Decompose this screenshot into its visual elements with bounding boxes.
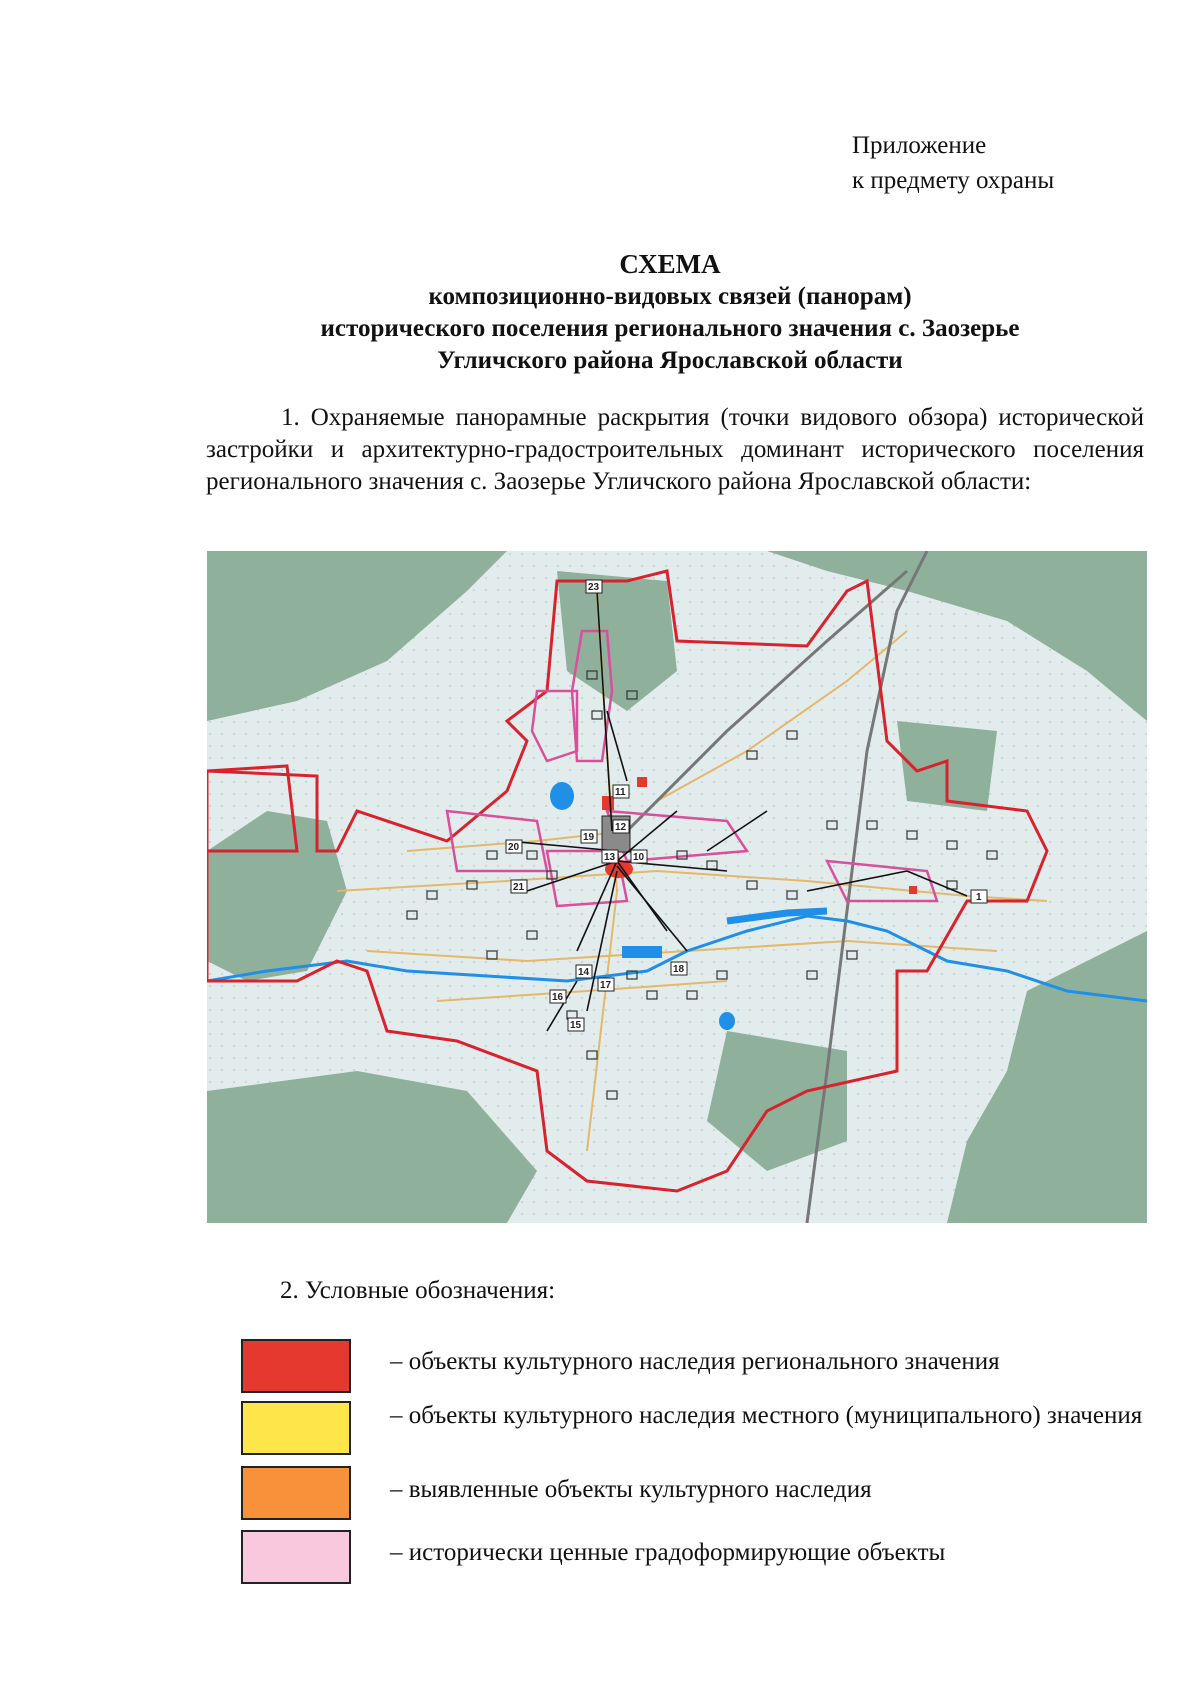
viewpoint-17: 17 [600,980,612,991]
section-2-title: 2. Условные обозначения: [280,1277,556,1304]
title-line-3: Угличского района Ярославской области [437,347,903,374]
map-svg [207,551,1147,1223]
section-1-text: 1. Охраняемые панорамные раскрытия (точки видового обзора) исторической застройки и архитектурно-градостроительных доминант исторического поселения регионального значения с. Заозерье Угличского района Ярославской области: [206,404,1144,495]
viewpoint-20: 20 [508,842,520,853]
legend-label-regional: – объекты культурного наследия регионального значения [390,1348,1000,1375]
document-title [200,247,1140,377]
viewpoint-12: 12 [615,822,627,833]
viewpoint-10: 10 [633,852,645,863]
appendix-line-1: Приложение [852,132,987,159]
title-line-1: композиционно-видовых связей (панорам) [428,283,912,310]
pond-south [719,1012,735,1030]
legend-label-historic-valuable: – исторически ценные градоформирующие объекты [390,1539,946,1566]
legend-swatch-historic-valuable [241,1530,351,1584]
viewpoint-1: 1 [976,892,982,903]
title-line-2: исторического поселения регионального значения с. Заозерье [320,315,1020,342]
appendix-note [852,128,1054,198]
viewpoint-18: 18 [673,964,685,975]
viewpoint-15: 15 [570,1020,582,1031]
viewpoint-11: 11 [615,787,626,798]
appendix-line-2: к предмету охраны [852,167,1055,194]
pond-center [622,946,662,958]
legend-swatch-regional [241,1339,351,1393]
viewpoint-23: 23 [588,582,600,593]
legend-swatch-municipal [241,1401,351,1455]
legend-label-municipal: – объекты культурного наследия местного (муниципального) значения [390,1402,1143,1429]
title-main: СХЕМА [619,249,721,279]
viewpoint-14: 14 [578,967,590,978]
legend-label-identified: – выявленные объекты культурного наследия [390,1476,872,1503]
legend-swatch-identified [241,1466,351,1520]
viewpoint-16: 16 [552,992,564,1003]
viewpoint-13: 13 [604,852,616,863]
settlement-map [207,551,1147,1223]
viewpoint-19: 19 [583,832,595,843]
pond-north [550,782,574,810]
viewpoint-21: 21 [513,882,525,893]
